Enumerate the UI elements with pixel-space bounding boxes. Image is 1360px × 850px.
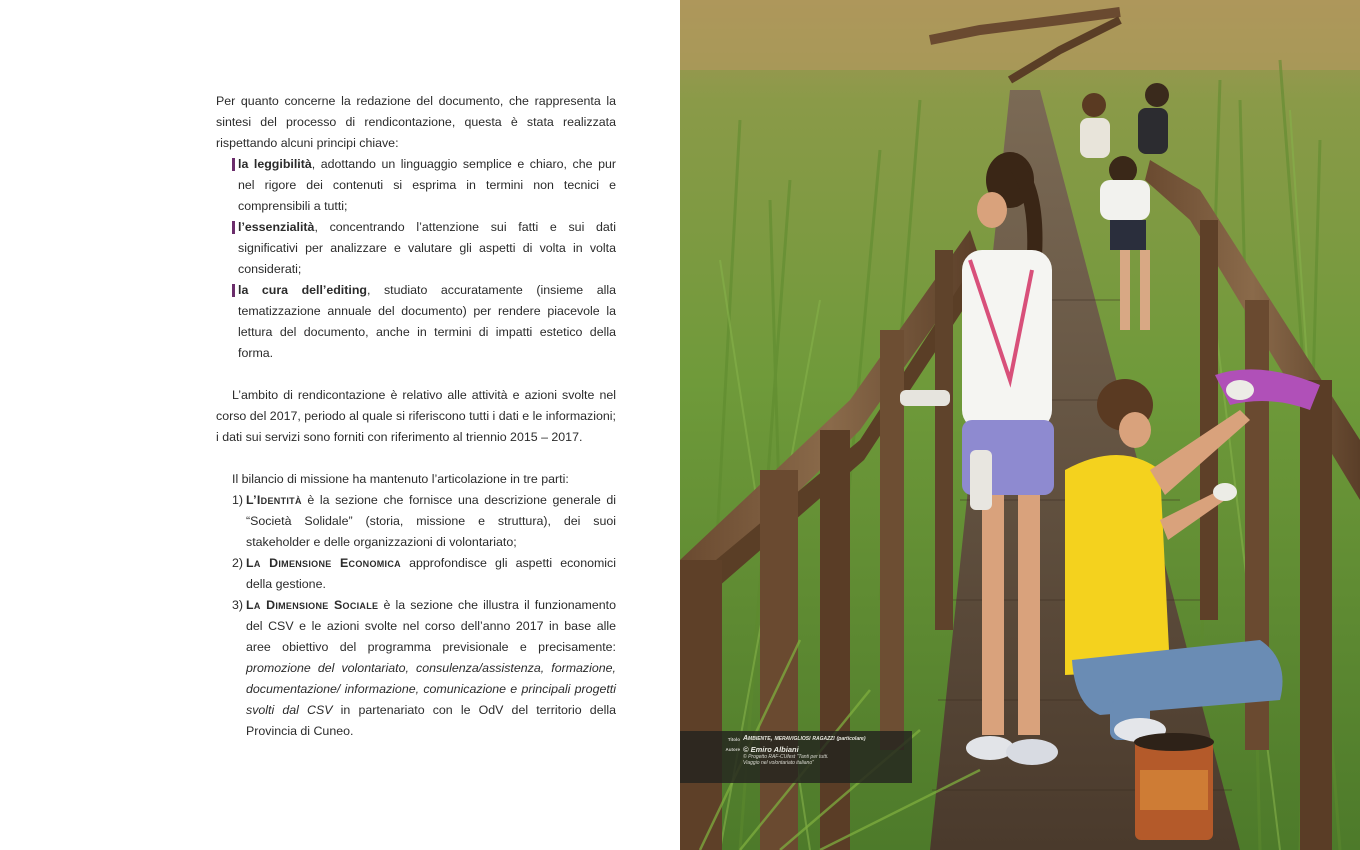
bullet-mark-icon xyxy=(232,221,235,234)
item-number: 2) xyxy=(232,556,244,570)
principle-term: l’essenzialità xyxy=(238,220,315,234)
body-text xyxy=(216,91,616,742)
item-term: La Dimensione Economica xyxy=(246,556,401,570)
structure-item xyxy=(216,595,616,742)
bullet-mark-icon xyxy=(232,284,235,297)
principle-term: la leggibilità xyxy=(238,157,312,171)
principle-text: , adottando un linguaggio semplice e chiaro, che pur nel rigore dei contenuti si esprima in termini non tecnici e comprensibili a tutti; xyxy=(238,157,616,213)
caption-title-text: Ambiente, meravigliosi ragazzi xyxy=(743,735,835,742)
item-number: 3) xyxy=(232,598,244,612)
right-page xyxy=(680,0,1360,850)
volunteers-boardwalk-photo xyxy=(680,0,1360,850)
structure-intro: Il bilancio di missione ha mantenuto l’articolazione in tre parti: xyxy=(232,472,569,486)
caption-note-line: © Progetto RAF-CUfest “Tanti per tutti. xyxy=(743,754,829,760)
item-term: L’Identità xyxy=(246,493,302,507)
principle-text: , concentrando l’attenzione sui fatti e sui dati significativi per analizzare e valutare gli aspetti di volta in volta considerati; xyxy=(238,220,616,276)
caption-note-line: Viaggio nel volontariato italiano” xyxy=(743,759,814,766)
structure-item xyxy=(216,490,616,553)
item-term: La Dimensione Sociale xyxy=(246,598,379,612)
item-italic-text: promozione del volontariato, consulenza/assistenza, formazione, documentazione/ informazione, comunicazione e principali progetti svolti dal CSV xyxy=(246,661,616,717)
scope-paragraph: L’ambito di rendicontazione è relativo alle attività e azioni svolte nel corso del 2017, periodo al quale si riferiscono tutti i dati e le informazioni; i dati sui servizi sono forniti con riferimento al triennio 2015 – 2017. xyxy=(216,388,616,444)
photo-caption xyxy=(680,731,912,783)
structure-item xyxy=(216,553,616,595)
caption-author: © Emiro Albiani xyxy=(743,745,799,754)
caption-title-label: Titolo xyxy=(727,737,740,742)
principle-term: la cura dell’editing xyxy=(238,283,367,297)
caption-title-suffix: (particolare) xyxy=(836,736,866,742)
caption-title xyxy=(743,735,866,742)
intro-paragraph: Per quanto concerne la redazione del documento, che rappresenta la sintesi del processo di rendicontazione, questa è stata realizzata rispettando alcuni principi chiave: xyxy=(216,94,616,150)
item-tail-text: in partenariato con le OdV del territorio della Provincia di Cuneo. xyxy=(246,703,616,738)
principle-item xyxy=(216,280,616,364)
principle-text: , studiato accuratamente (insieme alla tematizzazione annuale del documento) per rendere piacevole la lettura del documento, anche in termini di impatti estetico della forma. xyxy=(238,283,616,360)
item-text: approfondisce gli aspetti economici della gestione. xyxy=(246,556,616,591)
item-text: è la sezione che illustra il funzionamento del CSV e le azioni svolte nel corso dell’anno 2017 in base alle aree obiettivo del programma previsionale e precisamente: xyxy=(246,598,616,654)
item-text: è la sezione che fornisce una descrizione generale di “Società Solidale” (storia, missione e struttura), dei suoi stakeholder e delle organizzazioni di volontariato; xyxy=(246,493,616,549)
caption-note xyxy=(743,755,828,766)
bullet-mark-icon xyxy=(232,158,235,171)
principle-item xyxy=(216,217,616,280)
caption-author-label: Autore xyxy=(725,747,740,752)
item-number: 1) xyxy=(232,493,244,507)
principle-item xyxy=(216,154,616,217)
